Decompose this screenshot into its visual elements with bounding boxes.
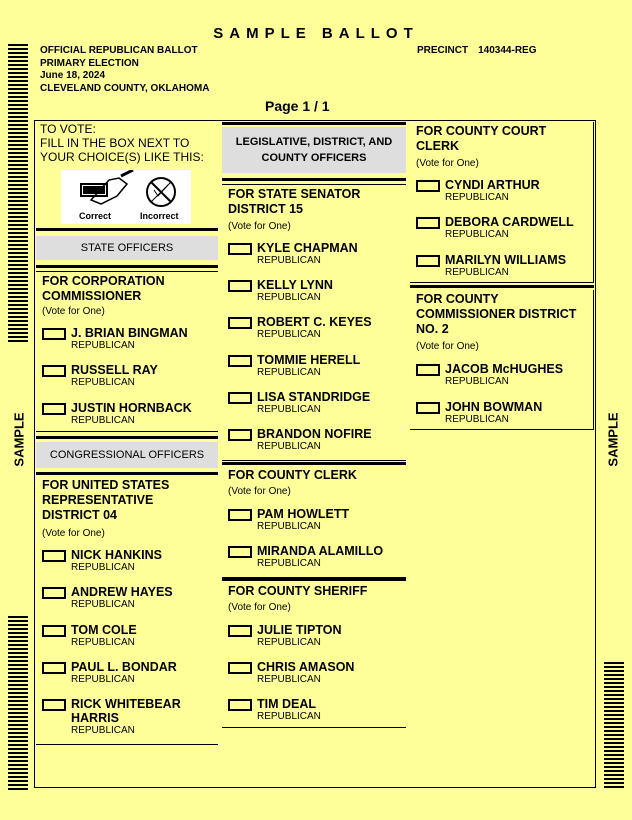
candidate-party: REPUBLICAN bbox=[445, 229, 509, 240]
candidate-name: JUSTIN HORNBACK bbox=[71, 401, 192, 415]
vote-instruction: (Vote for One) bbox=[42, 306, 105, 317]
office-title: FOR COUNTY COMMISSIONER DISTRICT NO. 2 bbox=[416, 292, 577, 336]
precinct-value: 140344-REG bbox=[478, 45, 537, 56]
ballot-title: SAMPLE BALLOT bbox=[213, 25, 419, 42]
barcode-right-bottom bbox=[604, 662, 624, 790]
candidate-name: PAM HOWLETT bbox=[257, 507, 350, 521]
candidate-party: REPUBLICAN bbox=[257, 674, 321, 685]
candidate-party: REPUBLICAN bbox=[257, 367, 321, 378]
candidate-party: REPUBLICAN bbox=[257, 521, 321, 532]
barcode-left-bottom bbox=[8, 616, 28, 790]
candidate-party: REPUBLICAN bbox=[257, 558, 321, 569]
ballot-header bbox=[40, 45, 209, 95]
divider bbox=[36, 265, 218, 268]
vote-box[interactable] bbox=[42, 587, 66, 599]
candidate-name: RICK WHITEBEAR HARRIS bbox=[71, 697, 181, 725]
header-line: OFFICIAL REPUBLICAN BALLOT bbox=[40, 45, 198, 56]
race-county-clerk bbox=[222, 466, 406, 578]
office-title: FOR COUNTY CLERK bbox=[228, 468, 357, 482]
candidate-party: REPUBLICAN bbox=[71, 340, 135, 351]
vote-box[interactable] bbox=[416, 364, 440, 376]
vote-box[interactable] bbox=[42, 662, 66, 674]
divider bbox=[36, 472, 218, 475]
divider bbox=[222, 122, 406, 125]
section-legislative-county: LEGISLATIVE, DISTRICT, AND COUNTY OFFICERS bbox=[222, 127, 406, 173]
vote-box[interactable] bbox=[42, 403, 66, 415]
candidate-party: REPUBLICAN bbox=[257, 711, 321, 722]
candidate-name: PAUL L. BONDAR bbox=[71, 660, 177, 674]
candidate-name: DEBORA CARDWELL bbox=[445, 215, 574, 229]
vote-instruction: (Vote for One) bbox=[42, 528, 105, 539]
divider bbox=[410, 285, 594, 288]
candidate-name: MARILYN WILLIAMS bbox=[445, 253, 567, 267]
candidate-party: REPUBLICAN bbox=[71, 415, 135, 426]
candidate-name: ANDREW HAYES bbox=[71, 585, 173, 599]
candidate-party: REPUBLICAN bbox=[257, 292, 321, 303]
vote-box[interactable] bbox=[42, 550, 66, 562]
candidate-name: TIM DEAL bbox=[257, 697, 317, 711]
candidate-name: TOMMIE HERELL bbox=[257, 353, 361, 367]
vote-instruction: (Vote for One) bbox=[228, 602, 291, 613]
vote-box[interactable] bbox=[228, 662, 252, 674]
candidate-name: CHRIS AMASON bbox=[257, 660, 355, 674]
vote-box[interactable] bbox=[416, 180, 440, 192]
candidate-party: REPUBLICAN bbox=[257, 329, 321, 340]
candidate-name: KYLE CHAPMAN bbox=[257, 241, 358, 255]
vote-box[interactable] bbox=[228, 429, 252, 441]
divider bbox=[36, 228, 218, 231]
candidate-party: REPUBLICAN bbox=[71, 637, 135, 648]
header-line: PRIMARY ELECTION bbox=[40, 57, 139, 69]
candidate-party: REPUBLICAN bbox=[257, 637, 321, 648]
vote-instruction: (Vote for One) bbox=[416, 158, 479, 169]
candidate-name: ROBERT C. KEYES bbox=[257, 315, 372, 329]
candidate-name: JOHN BOWMAN bbox=[445, 400, 543, 414]
candidate-name: KELLY LYNN bbox=[257, 278, 333, 292]
vote-box[interactable] bbox=[416, 402, 440, 414]
vote-box[interactable] bbox=[228, 392, 252, 404]
sample-label-right: SAMPLE bbox=[605, 412, 621, 467]
vote-box[interactable] bbox=[228, 546, 252, 558]
voting-instructions bbox=[40, 122, 218, 164]
marking-example bbox=[61, 170, 191, 224]
vote-box[interactable] bbox=[42, 699, 66, 711]
candidate-party: REPUBLICAN bbox=[445, 192, 509, 203]
vote-instruction: (Vote for One) bbox=[416, 341, 479, 352]
candidate-party: REPUBLICAN bbox=[445, 267, 509, 278]
race-corporation-commissioner bbox=[36, 272, 218, 432]
race-us-representative bbox=[36, 476, 218, 745]
candidate-party: REPUBLICAN bbox=[71, 562, 135, 573]
candidate-name: JACOB McHUGHES bbox=[445, 362, 564, 376]
vote-box[interactable] bbox=[42, 625, 66, 637]
vote-box[interactable] bbox=[228, 699, 252, 711]
instructions-heading: TO VOTE: bbox=[40, 122, 96, 136]
vote-box[interactable] bbox=[228, 317, 252, 329]
candidate-party: REPUBLICAN bbox=[71, 674, 135, 685]
race-state-senator bbox=[222, 185, 406, 461]
candidate-name: RUSSELL RAY bbox=[71, 363, 158, 377]
incorrect-label: Incorrect bbox=[140, 211, 179, 221]
office-title: FOR UNITED STATES REPRESENTATIVE DISTRICT 04 bbox=[42, 478, 170, 522]
vote-box[interactable] bbox=[228, 625, 252, 637]
divider bbox=[222, 462, 406, 465]
candidate-name: CYNDI ARTHUR bbox=[445, 178, 540, 192]
office-title: FOR COUNTY COURT CLERK bbox=[416, 124, 547, 153]
candidate-party: REPUBLICAN bbox=[257, 255, 321, 266]
vote-box[interactable] bbox=[228, 280, 252, 292]
vote-box[interactable] bbox=[228, 509, 252, 521]
correct-label: Correct bbox=[79, 211, 112, 221]
vote-instruction: (Vote for One) bbox=[228, 221, 291, 232]
header-line: June 18, 2024 bbox=[40, 70, 106, 81]
header-line: CLEVELAND COUNTY, OKLAHOMA bbox=[40, 82, 210, 94]
section-congressional-officers: CONGRESSIONAL OFFICERS bbox=[36, 442, 218, 468]
divider bbox=[222, 578, 406, 581]
candidate-party: REPUBLICAN bbox=[71, 377, 135, 388]
candidate-party: REPUBLICAN bbox=[71, 725, 135, 736]
vote-box[interactable] bbox=[416, 255, 440, 267]
instructions-text: FILL IN THE BOX NEXT TO YOUR CHOICE(S) LIKE THIS: bbox=[40, 136, 204, 164]
candidate-name: MIRANDA ALAMILLO bbox=[257, 544, 384, 558]
candidate-party: REPUBLICAN bbox=[445, 414, 509, 425]
candidate-name: JULIE TIPTON bbox=[257, 623, 342, 637]
vote-box[interactable] bbox=[228, 243, 252, 255]
section-state-officers: STATE OFFICERS bbox=[36, 236, 218, 260]
precinct bbox=[417, 45, 537, 56]
sample-label-left: SAMPLE bbox=[11, 412, 27, 467]
candidate-party: REPUBLICAN bbox=[257, 404, 321, 415]
precinct-label: PRECINCT bbox=[417, 45, 469, 56]
divider bbox=[222, 178, 406, 181]
vote-box[interactable] bbox=[228, 355, 252, 367]
candidate-party: REPUBLICAN bbox=[257, 441, 321, 452]
office-title: FOR CORPORATION COMMISSIONER bbox=[42, 274, 165, 303]
candidate-name: NICK HANKINS bbox=[71, 548, 162, 562]
race-county-court-clerk bbox=[410, 122, 594, 283]
office-title: FOR STATE SENATOR DISTRICT 15 bbox=[228, 187, 361, 216]
vote-box[interactable] bbox=[42, 328, 66, 340]
candidate-party: REPUBLICAN bbox=[71, 599, 135, 610]
candidate-party: REPUBLICAN bbox=[445, 376, 509, 387]
candidate-name: BRANDON NOFIRE bbox=[257, 427, 372, 441]
page-number: Page 1 / 1 bbox=[265, 98, 330, 114]
barcode-left-top bbox=[8, 44, 28, 344]
vote-box[interactable] bbox=[42, 365, 66, 377]
candidate-name: TOM COLE bbox=[71, 623, 137, 637]
race-county-commissioner bbox=[410, 290, 594, 430]
race-county-sheriff bbox=[222, 582, 406, 728]
candidate-name: J. BRIAN BINGMAN bbox=[71, 326, 188, 340]
candidate-name: LISA STANDRIDGE bbox=[257, 390, 371, 404]
divider bbox=[36, 436, 218, 439]
vote-box[interactable] bbox=[416, 217, 440, 229]
vote-instruction: (Vote for One) bbox=[228, 486, 291, 497]
office-title: FOR COUNTY SHERIFF bbox=[228, 584, 368, 598]
